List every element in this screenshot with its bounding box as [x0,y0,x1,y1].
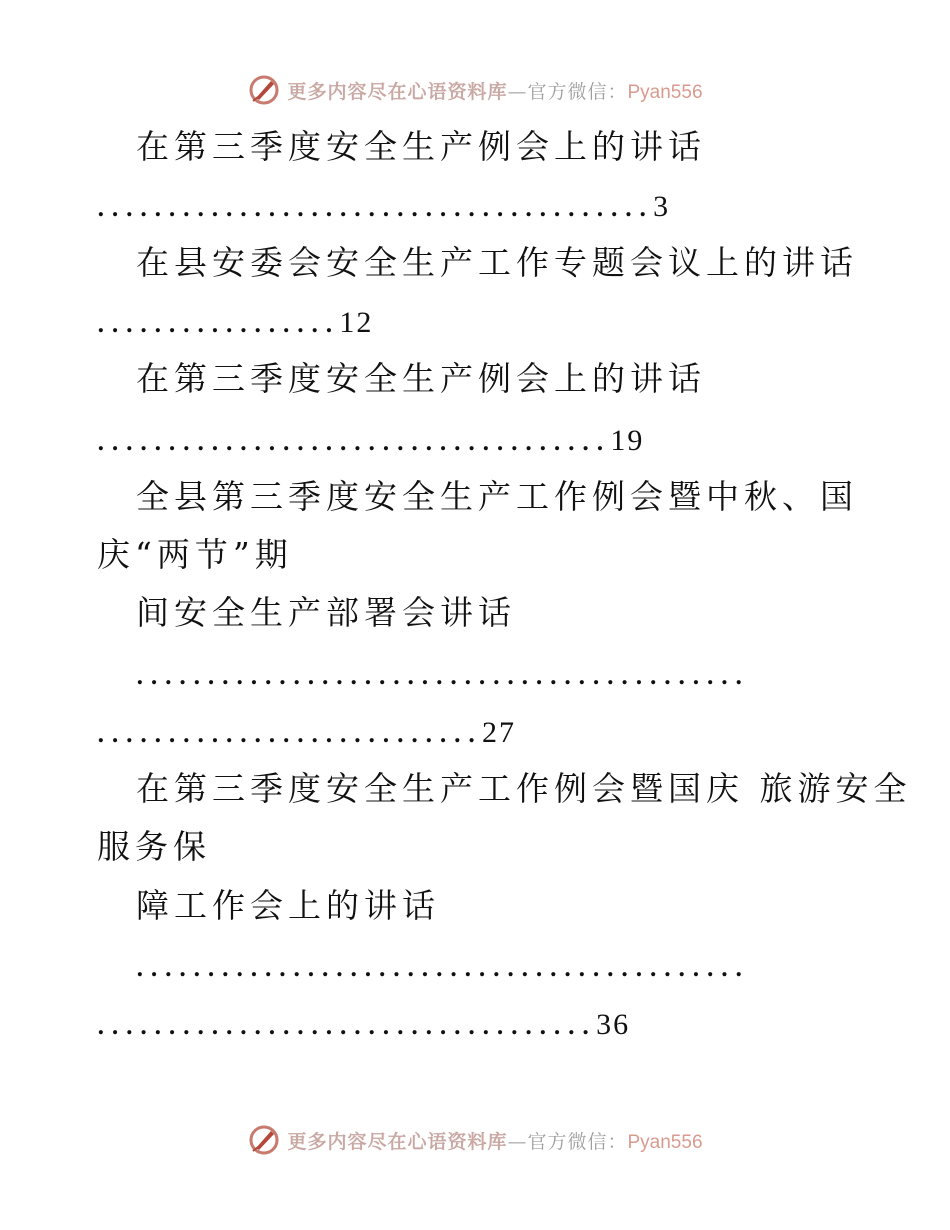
page-number: 36 [596,1008,631,1041]
toc-entry-leader [97,1001,630,1045]
toc-entry-title: 在第三季度安全生产例会上的讲话 [136,359,706,398]
leader-dots: ........................................... [136,956,750,982]
watermark-text [287,77,702,104]
watermark-main: 更多内容尽在心语资料库 [287,1130,508,1153]
toc-entry-title-cont: 障工作会上的讲话 [136,886,440,925]
toc-entry-title-cont: 间安全生产部署会讲话 [136,593,516,632]
toc-entry-title: 在第三季度安全生产例会上的讲话 [136,127,706,166]
toc-entry-title-cont: 服务保 [97,827,211,866]
quill-logo-icon [247,73,281,107]
watermark-text [287,1127,702,1154]
leader-dots: ........................... [97,722,482,748]
toc-entry-leader [136,651,749,695]
watermark-label: 官方微信： [527,1130,628,1153]
toc-entry-leader [97,417,644,461]
page-number: 12 [339,306,374,339]
page-number: 3 [653,190,671,223]
toc-entry-title-cont: 庆“两节”期 [97,535,293,574]
leader-dots: ....................................... [97,196,654,222]
leader-dots: ................................... [97,1014,597,1040]
watermark-footer [0,1120,950,1160]
leader-dots: ................. [97,312,340,338]
toc-entry-title: 在第三季度安全生产工作例会暨国庆 旅游安全 [136,769,912,808]
page-number: 19 [610,424,645,457]
watermark-label: 官方微信： [527,80,628,103]
toc-entry-leader [136,943,749,987]
toc-entry-title: 在县安委会安全生产工作专题会议上的讲话 [136,243,858,282]
toc-entry-leader [97,299,373,343]
watermark-id: Pyan556 [627,1131,703,1153]
watermark-header [0,70,950,110]
toc-entry-leader [97,183,670,227]
watermark-main: 更多内容尽在心语资料库 [287,80,508,103]
toc-entry-title: 全县第三季度安全生产工作例会暨中秋、国 [136,477,858,516]
leader-dots: ........................................... [136,664,750,690]
toc-entry-leader [97,709,516,753]
page-number: 27 [482,716,516,749]
watermark-separator: — [507,1130,528,1153]
watermark-separator: — [507,80,528,103]
quill-logo-icon [247,1123,281,1157]
watermark-id: Pyan556 [627,81,703,103]
leader-dots: .................................... [97,430,611,456]
